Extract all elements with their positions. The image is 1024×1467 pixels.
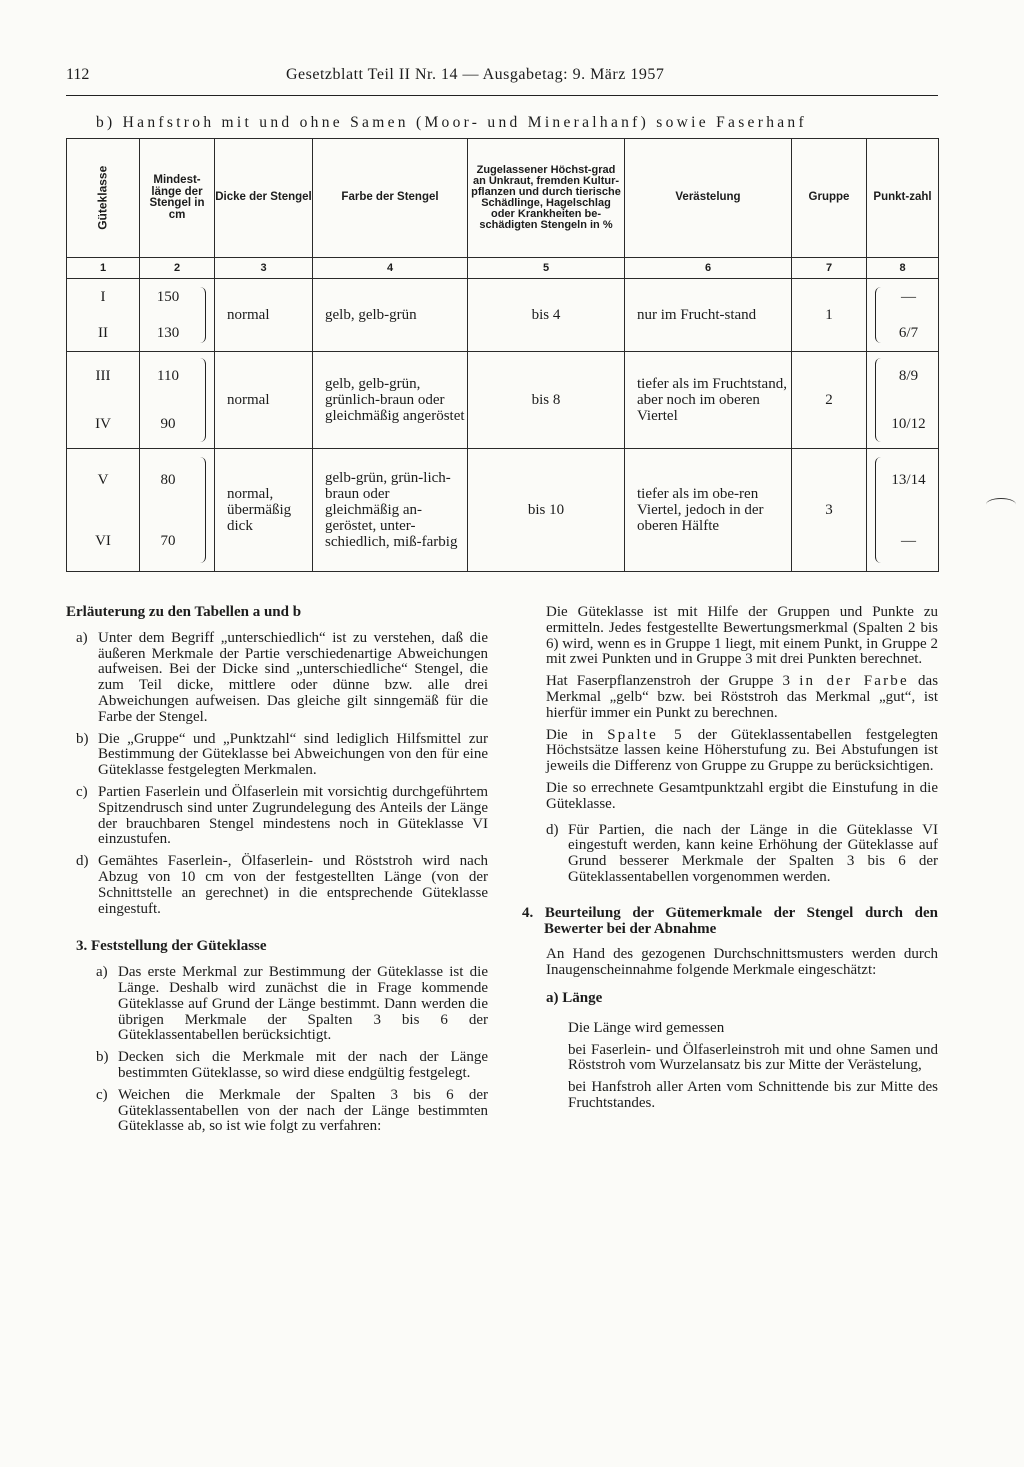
explanation-heading: Erläuterung zu den Tabellen a und b	[66, 604, 302, 620]
section-3-item-b: b) Decken sich die Merkmale mit der nach der Länge bestimmten Güteklasse, so wird diese endgültig festgelegt.	[96, 1049, 488, 1081]
points-value: —	[901, 289, 916, 305]
col-number: 3	[215, 258, 313, 279]
col-number: 5	[468, 258, 625, 279]
brace-mark	[875, 358, 884, 442]
farbe-cell: gelb-grün, grün-lich-braun oder gleichmäßig an-geröstet, unter-schiedlich, miß-farbig	[313, 449, 468, 572]
brace-mark	[875, 457, 884, 563]
left-column	[66, 605, 488, 1141]
dicke-cell: normal	[215, 279, 313, 352]
table-row	[67, 449, 939, 572]
section-4-intro: An Hand des gezogenen Durchschnittsmusters werden durch Inaugenscheinnahme folgende Merkmale eingeschätzt:	[546, 946, 938, 979]
right-paragraph-4: Die so errechnete Gesamtpunktzahl ergibt die Einstufung in die Güteklasse.	[546, 779, 938, 812]
header-gueteklasse: Güteklasse	[67, 139, 140, 258]
points-value: 6/7	[898, 325, 919, 341]
class-label: III	[95, 368, 111, 384]
length-value: 130	[156, 325, 180, 341]
page-header-title: Gesetzblatt Teil II Nr. 14 — Ausgabetag: 9. März 1957	[286, 66, 665, 83]
right-column	[522, 605, 938, 1118]
header-gruppe: Gruppe	[792, 139, 867, 258]
section-3-item-a: a) Das erste Merkmal zur Bestimmung der Güteklasse ist die Länge. Deshalb wird zunächst die in Frage kommende Güteklasse auf Grund der Länge bestimmt. Dann werden die übrigen Merkmale der Spalten 3 bis 6 der Güteklassentabellen berücksichtigt.	[96, 964, 488, 1044]
col-number: 4	[313, 258, 468, 279]
subsection-laenge: a) Länge	[546, 989, 603, 1006]
points-value: 13/14	[891, 471, 926, 488]
hoechstgrad-cell: bis 8	[468, 352, 625, 449]
points-value: 10/12	[891, 416, 926, 432]
dicke-cell: normal, übermäßig dick	[215, 449, 313, 572]
points-value: 8/9	[898, 368, 919, 384]
page-number: 112	[66, 66, 90, 83]
explanation-item-c: c) Partien Faserlein und Ölfaserlein mit vorsichtig durchgeführtem Spitzendrusch sind unter Zugrundelegung des Anteils der Länge der brauchbaren Stengel mindestens noch in Güteklasse VI einzustufen.	[76, 783, 488, 848]
gruppe-cell: 1	[792, 279, 867, 352]
length-value: 80	[160, 471, 176, 488]
explanation-item-b: b) Die „Gruppe“ und „Punktzahl“ sind lediglich Hilfsmittel zur Bestimmung der Güteklasse bei Abweichungen von den für eine Güteklasse festgelegten Merkmalen.	[76, 730, 488, 779]
length-value: 70	[160, 532, 176, 549]
verastelung-cell: nur im Frucht-stand	[625, 279, 792, 352]
header-laenge: Mindest-länge der Stengel in cm	[140, 139, 215, 258]
col-number: 2	[140, 258, 215, 279]
verastelung-cell: tiefer als im Fruchtstand, aber noch im oberen Viertel	[625, 352, 792, 449]
farbe-cell: gelb, gelb-grün, grünlich-braun oder gleichmäßig angeröstet	[313, 352, 468, 449]
length-value: 90	[160, 416, 176, 432]
header-verastelung: Verästelung	[625, 139, 792, 258]
header-punktzahl: Punkt-zahl	[867, 139, 939, 258]
header-dicke: Dicke der Stengel	[215, 139, 313, 258]
brace-mark	[875, 287, 884, 343]
brace-mark	[197, 358, 206, 442]
class-label: IV	[95, 416, 111, 432]
farbe-cell: gelb, gelb-grün	[313, 279, 468, 352]
col-number: 8	[867, 258, 939, 279]
table-row	[67, 352, 939, 449]
explanation-item-a: a) Unter dem Begriff „unterschiedlich“ ist zu verstehen, daß die äußeren Merkmale der Partie verschiedenartige Abweichungen aufweisen. Bei der Dicke sind „unterschiedliche“ Stengel, die zum Teil dicke, mittlere oder dünne bzw. alle drei Abweichungen aufweisen. Das gleiche gilt sinngemäß für die Farbe der Stengel.	[76, 629, 488, 725]
length-value: 110	[157, 368, 179, 384]
laenge-text-2: bei Faserlein- und Ölfaserleinstroh mit und ohne Samen und Röststroh vom Wurzelansatz bis zur Mitte der Verästelung,	[568, 1041, 938, 1074]
col-number: 7	[792, 258, 867, 279]
class-label: I	[100, 289, 106, 305]
hoechstgrad-cell: bis 4	[468, 279, 625, 352]
right-paragraph-3: Die in Spalte 5 der Güteklassentabellen festgelegten Höchstsätze lassen keine Höherstufung zu. Bei Abstufungen ist jeweils die Differenz von Gruppe zu Gruppe zu berücksichtigen.	[546, 726, 939, 775]
header-rule	[66, 95, 938, 96]
section-3-item-c: c) Weichen die Merkmale der Spalten 3 bis 6 der Güteklassentabellen von der nach der Länge bestimmten Güteklasse ab, so ist wie folgt zu verfahren:	[96, 1086, 488, 1135]
explanation-item-d: d) Gemähtes Faserlein-, Ölfaserlein- und Röststroh wird nach Abzug von 10 cm von der festgestellten Länge (von der Schnittstelle an gerechnet) in die entsprechende Güteklasse eingestuft.	[76, 853, 488, 917]
dicke-cell: normal	[215, 352, 313, 449]
quality-class-table	[66, 138, 939, 572]
header-farbe: Farbe der Stengel	[313, 139, 468, 258]
brace-mark	[197, 457, 206, 563]
margin-mark	[986, 498, 1016, 511]
class-label: VI	[95, 532, 111, 549]
gruppe-cell: 3	[792, 449, 867, 572]
laenge-text-1: Die Länge wird gemessen	[568, 1019, 725, 1036]
section-3-heading: 3. Feststellung der Güteklasse	[76, 938, 267, 955]
hoechstgrad-cell: bis 10	[468, 449, 625, 572]
class-label: II	[98, 325, 108, 341]
section-4-heading: 4. Beurteilung der Gütemerkmale der Stengel durch den Bewerter bei der Abnahme	[522, 904, 938, 937]
right-paragraph-1: Die Güteklasse ist mit Hilfe der Gruppen und Punkte zu ermitteln. Jedes festgestellte Bewertungsmerkmal (Spalten 2 bis 6) wird, wenn es in Gruppe 1 liegt, mit einem Punkt, in Gruppe 2 mit zwei Punkten und in Gruppe 3 mit drei Punkten berechnet.	[546, 604, 938, 668]
laenge-text-3: bei Hanfstroh aller Arten vom Schnittende bis zur Mitte des Fruchtstandes.	[568, 1079, 938, 1111]
class-label: V	[97, 471, 109, 488]
table-row	[67, 279, 939, 352]
right-item-d: d) Für Partien, die nach der Länge in die Güteklasse VI eingestuft werden, kann keine Erhöhung der Güteklasse auf Grund besserer Merkmale der Spalten 3 bis 6 der Güteklassentabellen vorgenommen werden.	[546, 821, 938, 885]
right-paragraph-2: Hat Faserpflanzenstroh der Gruppe 3 in der Farbe das Merkmal „gelb“ bzw. bei Röststroh das Merkmal „gut“, ist hierfür immer ein Punkt zu berechnen.	[546, 673, 939, 721]
length-value: 150	[156, 289, 180, 305]
gruppe-cell: 2	[792, 352, 867, 449]
header-hoechstgrad: Zugelassener Höchst-grad an Unkraut, fremden Kultur-pflanzen und durch tierische Schädlinge, Hagelschlag oder Krankheiten be-schädigten Stengeln in %	[468, 139, 625, 258]
points-value: —	[901, 532, 916, 549]
brace-mark	[197, 287, 206, 343]
col-number: 6	[625, 258, 792, 279]
table-caption: b) Hanfstroh mit und ohne Samen (Moor- und Mineralhanf) sowie Faserhanf	[96, 114, 807, 131]
verastelung-cell: tiefer als im obe-ren Viertel, jedoch in der oberen Hälfte	[625, 449, 792, 572]
col-number: 1	[67, 258, 140, 279]
